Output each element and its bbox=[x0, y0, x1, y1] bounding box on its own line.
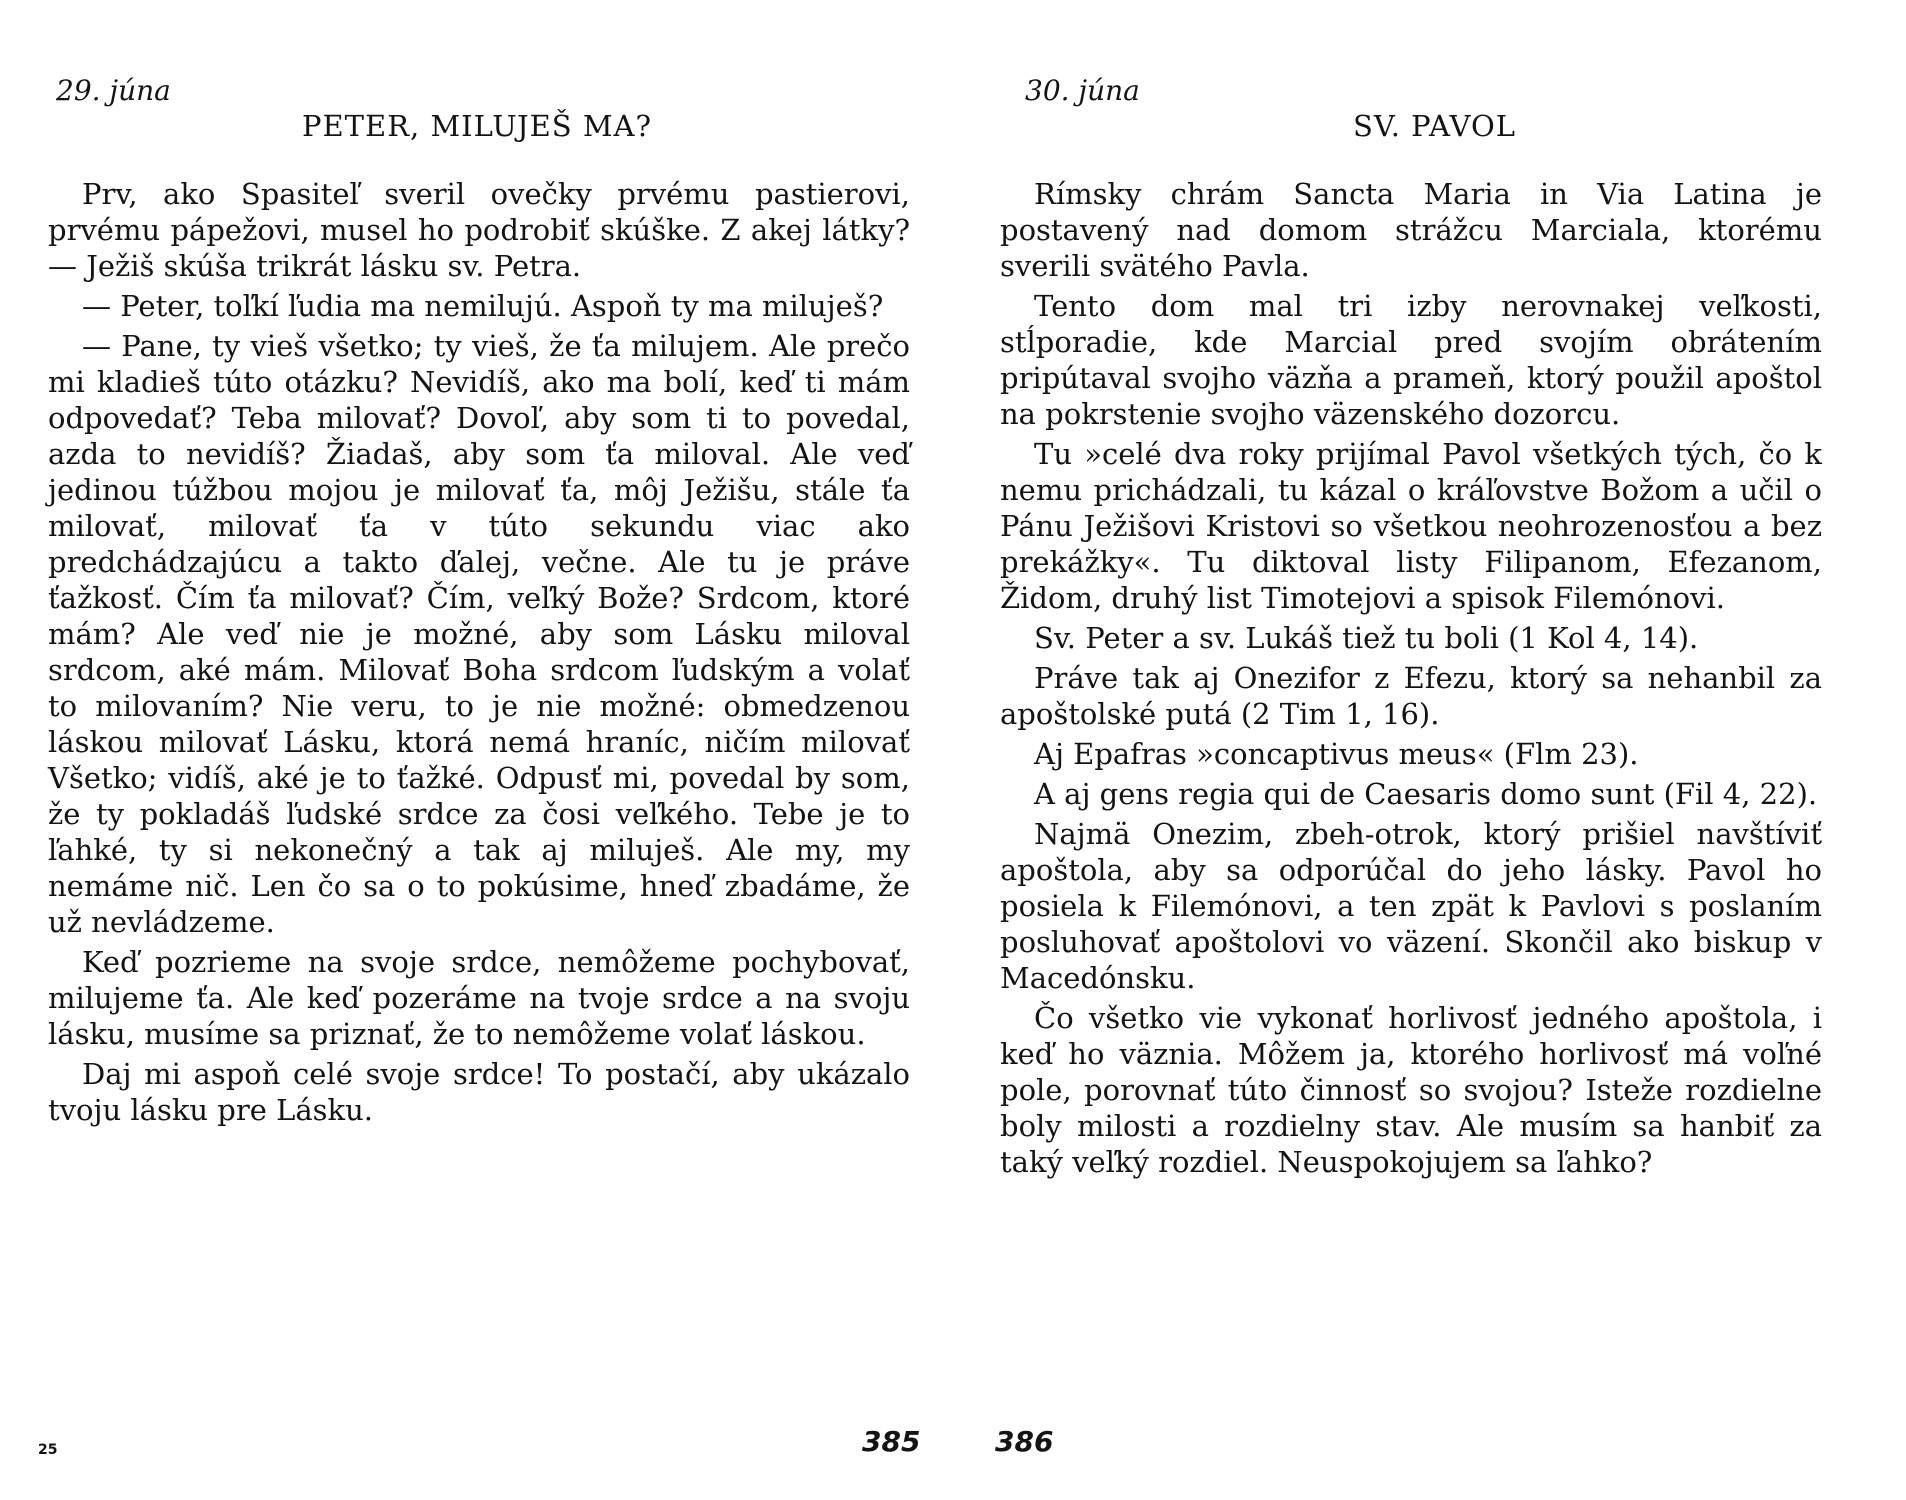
paragraph: Práve tak aj Onezifor z Efezu, ktorý sa nehanbil za apoštolské putá (2 Tim 1, 16). bbox=[1000, 661, 1822, 731]
page-body bbox=[1000, 176, 1822, 1184]
paragraph: Tu »celé dva roky prijímal Pavol všetkých tých, čo k nemu prichádzali, tu kázal o kráľovstve Božom a učil o Pánu Ježišovi Kristovi so všetkou neohrozenosťou a bez prekážky«. Tu diktoval listy Filipanom, Efezanom, Židom, druhý list Timotejovi a spisok Filemónovi. bbox=[1000, 437, 1822, 615]
paragraph: — Peter, toľkí ľudia ma nemilujú. Aspoň ty ma miluješ? bbox=[82, 289, 884, 323]
page-title: SV. PAVOL bbox=[1353, 109, 1516, 143]
paragraph: Aj Epafras »concaptivus meus« (Flm 23). bbox=[1034, 737, 1639, 771]
paragraph: Najmä Onezim, zbeh-otrok, ktorý prišiel navštíviť apoštola, aby sa odporúčal do jeho lásky. Pavol ho posiela k Filemónovi, a ten zpät k Pavlovi s poslaním posluhovať apoštolovi vo väzení. Skončil ako biskup v Macedónsku. bbox=[1000, 817, 1822, 995]
paragraph: Keď pozrieme na svoje srdce, nemôžeme pochybovať, milujeme ťa. Ale keď pozeráme na tvoje srdce a na svoju lásku, musíme sa priznať, že to nemôžeme volať láskou. bbox=[48, 945, 910, 1051]
paragraph: A aj gens regia qui de Caesaris domo sunt (Fil 4, 22). bbox=[1034, 777, 1818, 811]
paragraph: Daj mi aspoň celé svoje srdce! To postačí, aby ukázalo tvoju lásku pre Lásku. bbox=[48, 1057, 910, 1127]
page-date: 30. júna bbox=[1025, 74, 1140, 107]
paragraph: Sv. Peter a sv. Lukáš tiež tu boli (1 Kol 4, 14). bbox=[1034, 621, 1699, 655]
paragraph: — Pane, ty vieš všetko; ty vieš, že ťa milujem. Ale prečo mi kladieš túto otázku? Nevidíš, ako ma bolí, keď ti mám odpovedať? Teba milovať? Dovoľ, aby som ti to povedal, azda to nevidíš? Žiadaš, aby som ťa miloval. Ale veď jedinou túžbou mojou je milovať ťa, môj Ježišu, stále ťa milovať, milovať ťa v túto sekundu viac ako predchádzajúcu a takto ďalej, večne. Ale tu je práve ťažkosť. Čím ťa milovať? Čím, veľký Bože? Srdcom, ktoré mám? Ale veď nie je možné, aby som Lásku miloval srdcom, aké mám. Milovať Boha srdcom ľudským a volať to milovaním? Nie veru, to je nie možné: obmedzenou láskou milovať Lásku, ktorá nemá hraníc, ničím milovať Všetko; vidíš, aké je to ťažké. Odpusť mi, povedal by som, že ty pokladáš ľudské srdce za čosi veľkého. Tebe je to ľahké, ty si nekonečný a tak aj miluješ. Ale my, my nemáme nič. Len čo sa o to pokúsime, hneď zbadáme, že už nevládzeme. bbox=[48, 329, 910, 939]
right-page bbox=[953, 0, 1906, 1500]
paragraph: Čo všetko vie vykonať horlivosť jedného apoštola, i keď ho väznia. Môžem ja, ktorého horlivosť má voľné pole, porovnať túto činnosť so svojou? Isteže rozdielne boly milosti a rozdielny stav. Ale musím sa hanbiť za taký veľký rozdiel. Neuspokojujem sa ľahko? bbox=[1000, 1001, 1822, 1179]
signature-mark: 25 bbox=[38, 1442, 58, 1458]
page-number: 386 bbox=[995, 1425, 1054, 1458]
page-date: 29. júna bbox=[56, 74, 171, 107]
page-body bbox=[48, 176, 910, 1132]
paragraph: Prv, ako Spasiteľ sveril ovečky prvému pastierovi, prvému pápežovi, musel ho podrobiť skúške. Z akej látky? — Ježiš skúša trikrát lásku sv. Petra. bbox=[48, 177, 910, 283]
page-title: PETER, MILUJEŠ MA? bbox=[302, 109, 653, 143]
paragraph: Tento dom mal tri izby nerovnakej veľkosti, stĺporadie, kde Marcial pred svojím obrátením pripútaval svojho väzňa a prameň, ktorý použil apoštol na pokrstenie svojho väzenského dozorcu. bbox=[1000, 289, 1822, 431]
paragraph: Rímsky chrám Sancta Maria in Via Latina je postavený nad domom strážcu Marciala, ktorému sverili svätého Pavla. bbox=[1000, 177, 1822, 283]
page-number: 385 bbox=[862, 1425, 921, 1458]
